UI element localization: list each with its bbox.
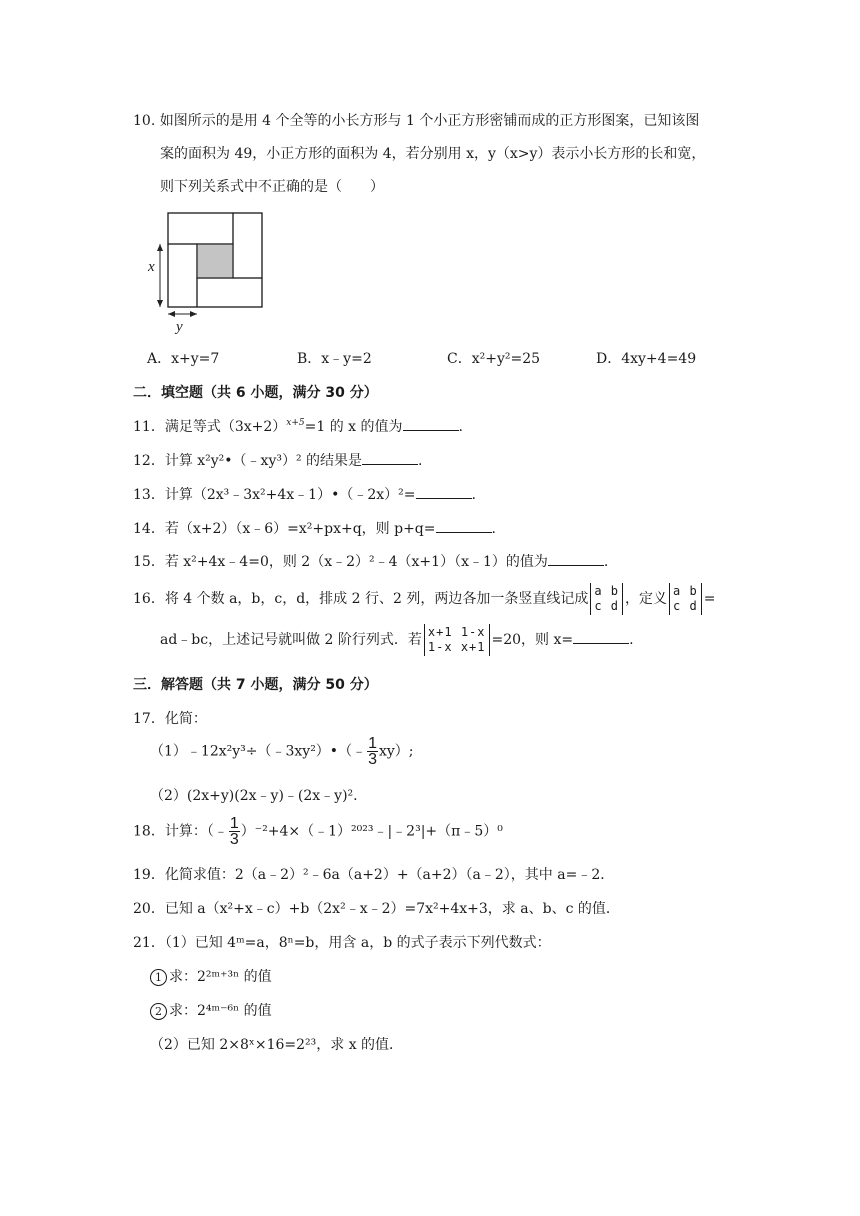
q21-part2: （2）已知 2×8ˣ×16=2²³，求 x 的值． bbox=[150, 1037, 404, 1053]
fraction-one-third: $\frac{1}{3}$ bbox=[368, 735, 377, 768]
q17-part2: （2）(2x+y)(2x﹣y)﹣(2x﹣y)². bbox=[150, 788, 358, 804]
section2-heading: 二．填空题（共 6 小题，满分 30 分） bbox=[133, 385, 378, 401]
q10-line2: 案的面积为 49，小正方形的面积为 4，若分别用 x，y（x>y）表示小长方形的长和宽， bbox=[160, 146, 706, 162]
q16-line1: 16．将 4 个数 a，b，c，d，排成 2 行、2 列，两边各加一条竖直线记成 a b c d ，定义 a b c d = bbox=[133, 584, 716, 613]
small-square bbox=[197, 244, 233, 278]
answer-blank bbox=[573, 631, 629, 644]
q10-figure bbox=[140, 208, 270, 338]
q21-sub1: 1 求：2²ᵐ⁺³ⁿ 的值 bbox=[150, 968, 272, 986]
q12: 12．计算 x²y²•（﹣xy³）² 的结果是 . bbox=[133, 453, 423, 469]
q20: 20．已知 a（x²+x﹣c）+b（2x²﹣x﹣2）=7x²+4x+3，求 a、b、c 的值． bbox=[133, 901, 620, 917]
q10-option-c: C．x²+y²=25 bbox=[447, 351, 541, 367]
answer-blank bbox=[403, 418, 459, 431]
q21-line1: 21．（1）已知 4ᵐ=a，8ⁿ=b，用含 a，b 的式子表示下列代数式： bbox=[133, 935, 551, 951]
q10-option-d: D．4xy+4=49 bbox=[596, 351, 697, 367]
determinant-x: x+1 1-x 1-x x+1 bbox=[424, 624, 490, 656]
q11: 11．满足等式$(3x+2)^{x+5}=1$ 的 x 的值为 . bbox=[133, 418, 463, 435]
q10-option-a: A．x+y=7 bbox=[147, 351, 220, 367]
answer-blank bbox=[416, 486, 472, 499]
q16-line2: ad﹣bc，上述记号就叫做 2 阶行列式．若 x+1 1-x 1-x x+1 =20，则 x= . bbox=[160, 625, 634, 654]
q18: 18．计算：（﹣ $\frac{1}{3}$ ）⁻²+4×（﹣1）²⁰²³﹣|﹣2³|+（π﹣5）⁰ bbox=[133, 815, 503, 848]
figure-x-label: x bbox=[148, 259, 155, 275]
determinant-abcd-def: a b c d bbox=[669, 583, 702, 615]
circled-number-1: 1 bbox=[150, 969, 167, 986]
determinant-abcd: a b c d bbox=[590, 583, 623, 615]
q10-line1: 10. 如图所示的是用 4 个全等的小长方形与 1 个小正方形密铺而成的正方形图案，已知该图 bbox=[133, 113, 700, 129]
q17-title: 17．化简： bbox=[133, 711, 207, 727]
q14: 14．若（x+2）（x﹣6）=x²+px+q，则 p+q= . bbox=[133, 521, 496, 537]
circled-number-2: 2 bbox=[150, 1003, 167, 1020]
figure-y-label: y bbox=[176, 319, 183, 335]
q13: 13．计算（2x³﹣3x²+4x﹣1）•（﹣2x）²= . bbox=[133, 487, 476, 503]
q15: 15．若 x²+4x﹣4=0，则 2（x﹣2）²﹣4（x+1）（x﹣1）的值为 . bbox=[133, 554, 609, 570]
q10-line3: 则下列关系式中不正确的是（ ） bbox=[160, 179, 384, 195]
q21-sub2: 2 求：2⁴ᵐ⁻⁶ⁿ 的值 bbox=[150, 1002, 272, 1020]
q19: 19．化简求值：2（a﹣2）²﹣6a（a+2）+（a+2）（a﹣2），其中 a=﹣2． bbox=[133, 867, 615, 883]
section3-heading: 三．解答题（共 7 小题，满分 50 分） bbox=[133, 677, 378, 693]
answer-blank bbox=[548, 553, 604, 566]
answer-blank bbox=[362, 452, 418, 465]
answer-blank bbox=[436, 520, 492, 533]
fraction-one-third: $\frac{1}{3}$ bbox=[229, 815, 239, 848]
q17-part1: （1）﹣12x²y³÷（﹣3xy²）•（﹣ $\frac{1}{3}$ xy）; bbox=[150, 735, 414, 768]
q10-option-b: B．x﹣y=2 bbox=[297, 351, 372, 367]
